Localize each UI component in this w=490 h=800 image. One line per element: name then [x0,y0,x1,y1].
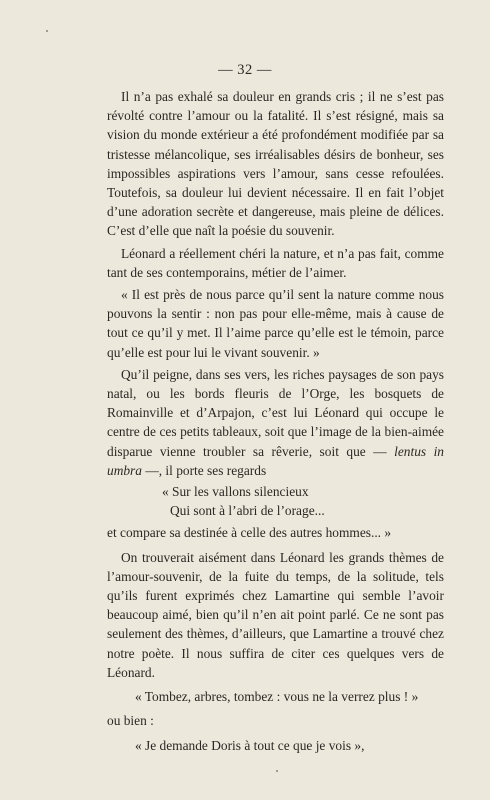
page-number: — 32 — [218,62,272,78]
paragraph: Léonard a réellement chéri la nature, et n’a pas fait, comme tant de ses contemporains, métier de l’aimer. [107,245,444,280]
paragraph [107,365,444,480]
verse-line: « Sur les vallons silencieux [162,484,309,500]
paragraph: Il n’a pas exhalé sa douleur en grands cris ; il ne s’est pas révolté contre l’amour ou la fatalité. Il s’est résigné, mais sa vision du monde extérieur a été profondément modifiée par sa tristesse mélancolique, ses irréalisables désirs de bonheur, ses impossibles aspirations vers l’amour, sans cesse refoulées. Toutefois, sa douleur lui devient nécessaire. Il en fait l’objet d’une adoration secrète et dangereuse, mais pleine de délices. C’est d’elle que naît la poésie du souvenir. [107,89,444,239]
paper-speck [276,770,278,772]
paper-speck [46,30,48,32]
paragraph: « Il est près de nous parce qu’il sent la nature comme nous pouvons la sentir : non pas pour elle-même, mais à cause de tout ce qu’il y met. Il l’aime parce qu’elle est le témoin, parce qu’elle est pour lui le vivant souvenir. » [107,287,444,360]
quoted-verse: « Je demande Doris à tout ce que je vois », [135,737,365,753]
verse-line: Qui sont à l’abri de l’orage... [170,503,325,519]
paragraph: On trouverait aisément dans Léonard les grands thèmes de l’amour-souvenir, de la fuite du temps, de la solitude, tels qu’ils furent exprimés chez Lamartine qui semble l’avoir beaucoup aimé, bien qu’il n’en ait point parlé. Ce ne sont pas seulement des thèmes, d’ailleurs, que Lamartine a trouvé chez notre poète. Il nous suffira de citer ces quelques vers de Léonard. [107,549,444,680]
latin-phrase: lentus in umbra [107,443,445,478]
body-text [107,87,444,755]
paragraph-text: —, il porte ses regards [141,462,267,478]
quoted-verse: « Tombez, arbres, tombez : vous ne la verrez plus ! » [135,689,419,705]
paragraph-text: Qu’il peigne, dans ses vers, les riches paysages de son pays natal, ou les bords fleuris de l’Orge, les bosquets de Romainville et d’Arpajon, c’est lui Léonard qui occupe le centre de ces petits tableaux, soit que l’image de la bien-aimée disparue vienne troubler sa rêverie, soit que — [107,366,444,459]
paragraph: ou bien : [107,713,154,729]
paragraph: et compare sa destinée à celle des autres hommes... » [107,525,392,541]
